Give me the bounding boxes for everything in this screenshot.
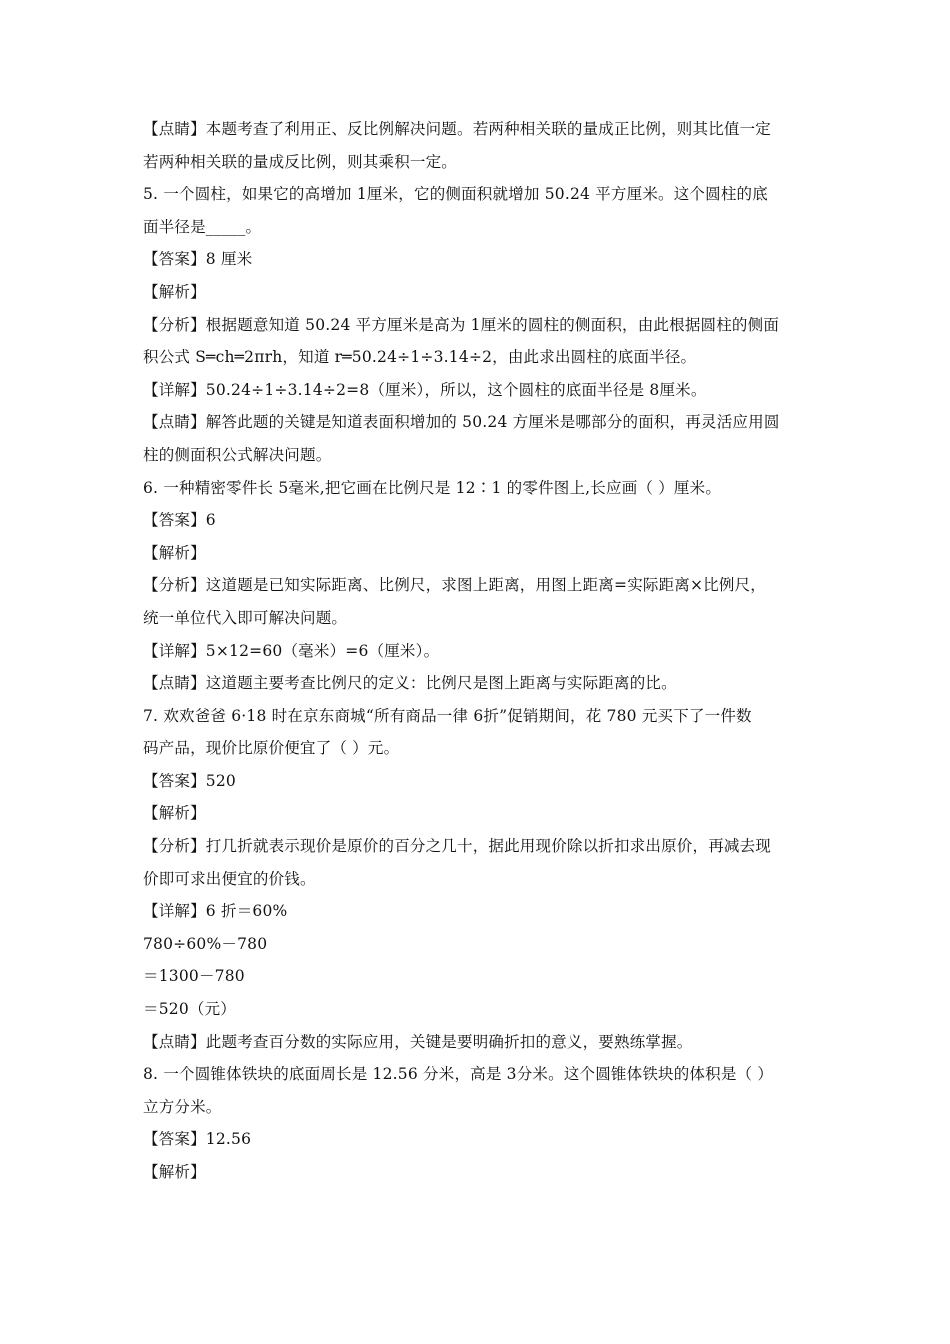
text-line: 【点睛】本题考查了利用正、反比例解决问题。若两种相关联的量成正比例，则其比值一定: [143, 120, 772, 138]
text-line: 【分析】这道题是已知实际距离、比例尺，求图上距离，用图上距离=实际距离×比例尺，: [143, 576, 766, 595]
text-line: 面半径是_____。: [143, 217, 262, 236]
text-line: ＝1300－780: [143, 967, 245, 986]
text-line: 若两种相关联的量成反比例，则其乘积一定。: [143, 152, 458, 171]
text-line: 【点睛】解答此题的关键是知道表面积增加的 50.24 方厘米是哪部分的面积，再灵活应用圆: [143, 413, 780, 432]
analysis-heading: 【解析】: [143, 543, 206, 562]
answer-7: 【答案】520: [143, 771, 236, 790]
analysis-heading: 【解析】: [143, 282, 206, 301]
text-line: 价即可求出便宜的价钱。: [143, 869, 316, 888]
text-line: 【分析】根据题意知道 50.24 平方厘米是高为 1厘米的圆柱的侧面积，由此根据圆柱的侧面: [143, 315, 780, 334]
answer-6: 【答案】6: [143, 511, 216, 530]
text-line: 积公式 S═ch═2πrh，知道 r═50.24÷1÷3.14÷2，由此求出圆柱的底面半径。: [143, 348, 697, 367]
answer-8: 【答案】12.56: [143, 1130, 252, 1149]
analysis-heading: 【解析】: [143, 1163, 206, 1181]
question-8: 8. 一个圆锥体铁块的底面周长是 12.56 分米，高是 3分米。这个圆锥体铁块的体积是（ ）: [143, 1065, 774, 1084]
text-line: 【详解】5×12=60（毫米）=6（厘米）。: [143, 641, 440, 660]
analysis-heading: 【解析】: [143, 804, 206, 823]
document-body: [143, 113, 843, 1189]
text-line: 【详解】6 折＝60%: [143, 902, 288, 921]
question-7: 7. 欢欢爸爸 6·18 时在京东商城“所有商品一律 6折”促销期间，花 780 元买下了一件数: [143, 706, 752, 725]
text-line: ＝520（元）: [143, 1000, 236, 1019]
question-5: 5. 一个圆柱，如果它的高增加 1厘米，它的侧面积就增加 50.24 平方厘米。这个圆柱的底: [143, 185, 768, 204]
text-line: 码产品，现价比原价便宜了（ ）元。: [143, 739, 400, 758]
answer-5: 【答案】8 厘米: [143, 250, 253, 269]
text-line: 【点睛】这道题主要考查比例尺的定义：比例尺是图上距离与实际距离的比。: [143, 674, 677, 693]
question-6: 6. 一种精密零件长 5毫米,把它画在比例尺是 12∶1 的零件图上,长应画（ ）厘米。: [143, 478, 722, 497]
text-line: 立方分米。: [143, 1097, 222, 1116]
text-line: 柱的侧面积公式解决问题。: [143, 445, 332, 464]
text-line: 【详解】50.24÷1÷3.14÷2=8（厘米），所以，这个圆柱的底面半径是 8厘米。: [143, 380, 707, 399]
text-line: 【点睛】此题考查百分数的实际应用，关键是要明确折扣的意义，要熟练掌握。: [143, 1032, 693, 1051]
text-line: 统一单位代入即可解决问题。: [143, 608, 348, 627]
text-line: 【分析】打几折就表示现价是原价的百分之几十，据此用现价除以折扣求出原价，再减去现: [143, 837, 772, 856]
text-line: 780÷60%－780: [143, 934, 268, 953]
